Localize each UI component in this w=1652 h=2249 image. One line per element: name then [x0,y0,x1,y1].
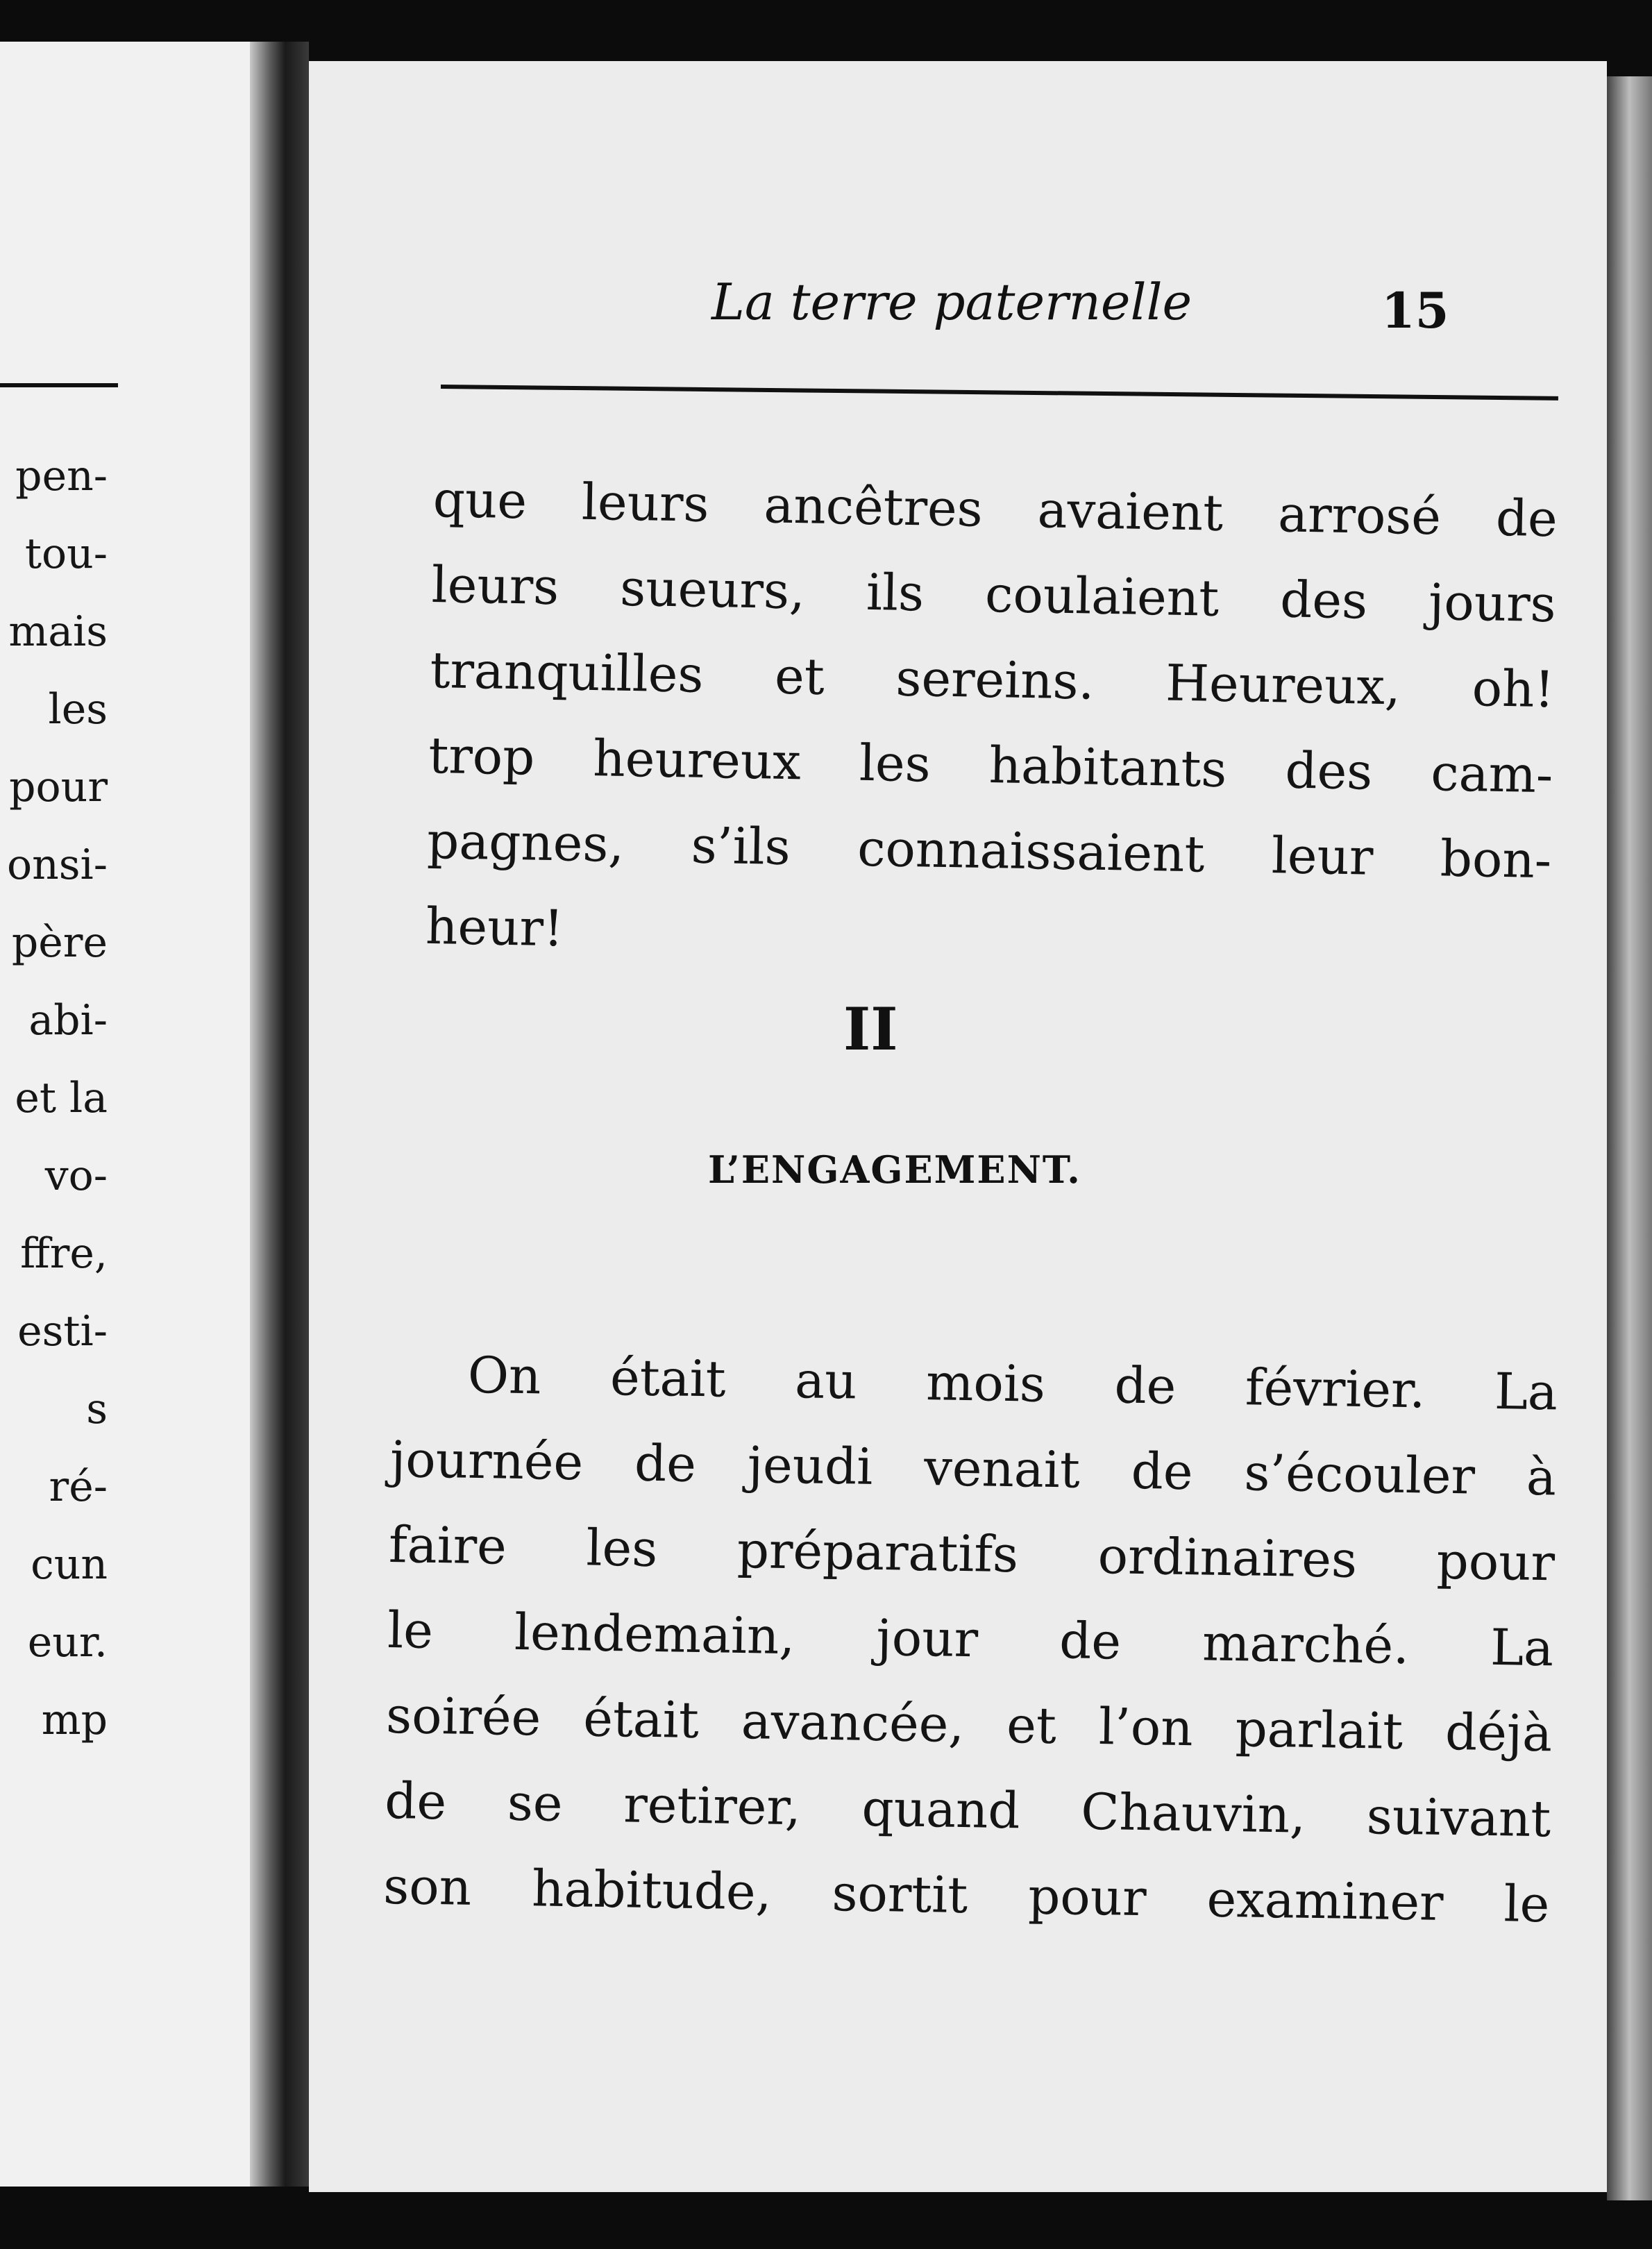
previous-page-line-fragments [7,437,108,1759]
text-line: faire les préparatifs ordinaires pour [388,1515,1556,1592]
left-fragment: mais [8,607,108,656]
previous-page-header-rule [0,383,118,387]
text-line: le lendemain, jour de marché. La [387,1600,1554,1678]
left-fragment: ffre, [20,1229,108,1278]
left-fragment: et la [15,1074,108,1122]
header-rule [441,385,1558,401]
left-fragment: tou- [24,530,108,578]
left-fragment: les [48,685,108,734]
left-fragment: abi- [28,996,108,1045]
left-fragment: pour [9,763,108,811]
left-fragment: s [86,1385,108,1433]
left-fragment: eur. [27,1618,108,1667]
running-title: La terre paternelle [711,273,1192,331]
text-line: son habitude, sortit pour examiner le [382,1856,1550,1934]
left-fragment: onsi- [6,841,108,889]
text-line: que leurs ancêtres avaient arrosé de [432,469,1558,548]
left-fragment: esti- [17,1307,108,1356]
chapter-paragraph [382,1331,1558,1947]
text-line: soirée était avancée, et l’on parlait déjà [385,1685,1553,1763]
chapter-title: L’ENGAGEMENT. [708,1147,1081,1192]
page-number: 15 [1381,282,1449,339]
left-fragment: pen- [15,452,108,500]
book-gutter [250,42,309,2187]
left-fragment: vo- [44,1152,108,1200]
left-fragment: père [11,918,108,967]
left-fragment: cun [31,1540,108,1589]
chapter-number: II [843,995,898,1063]
previous-page [0,42,250,2187]
text-line: de se retirer, quand Chauvin, suivant [384,1771,1551,1848]
page-edge [1607,76,1652,2200]
text-line: trop heureux les habitants des cam- [428,725,1553,805]
text-line: journée de jeudi venait de s’écouler à [389,1429,1557,1507]
text-line: leurs sueurs, ils coulaient des jours [431,555,1557,634]
text-line: pagnes, s’ils connaissaient leur bon- [426,811,1552,890]
left-fragment: ré- [49,1463,108,1511]
text-line: tranquilles et sereins. Heureux, oh! [429,640,1556,719]
text-line: heur! [425,896,564,958]
text-line: On était au mois de février. La [467,1345,1558,1422]
left-fragment: mp [41,1696,108,1744]
current-page [309,61,1607,2192]
paragraph-continued [425,457,1558,988]
